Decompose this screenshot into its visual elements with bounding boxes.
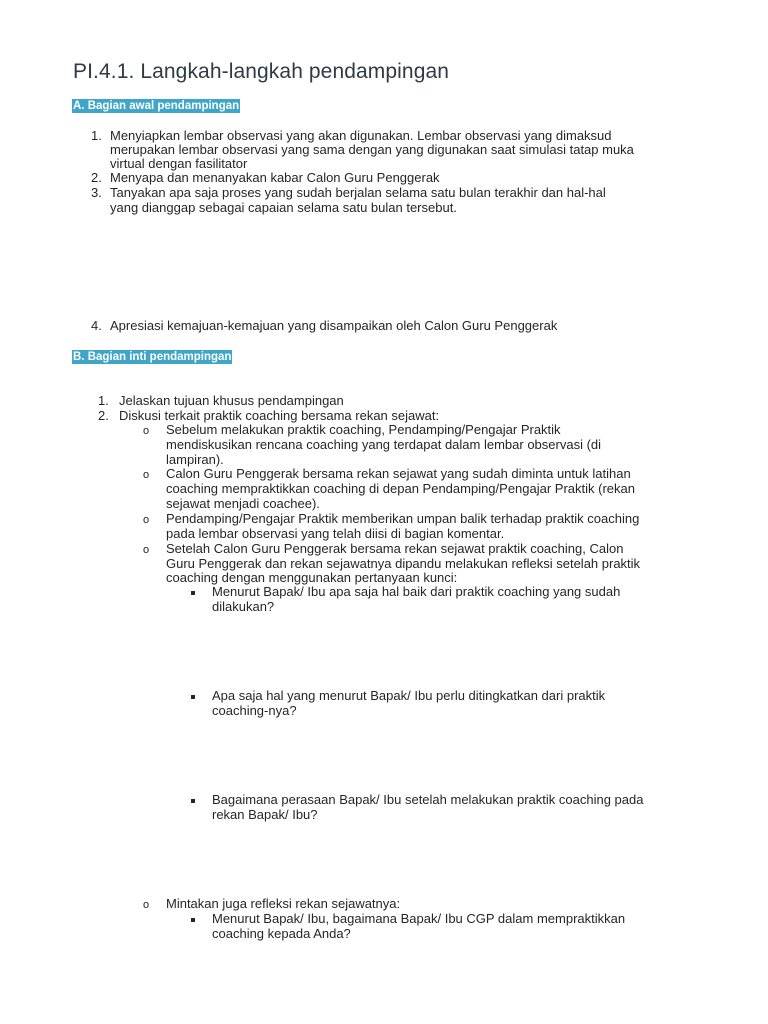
list-number: 2. [91,170,102,185]
list-number: 1. [98,393,109,408]
list-number: 2. [98,408,109,423]
list-item-text: merupakan lembar observasi yang sama dengan yang digunakan saat simulasi tatap muka [110,142,634,157]
list-number: 4. [91,318,102,333]
sub-list-item-text: Mintakan juga refleksi rekan sejawatnya: [166,896,401,911]
question-text: Menurut Bapak/ Ibu, bagaimana Bapak/ Ibu CGP dalam mempraktikkan [212,911,626,926]
sub-list-item-text: mendiskusikan rencana coaching yang terdapat dalam lembar observasi (di [166,437,602,452]
sub-list-item-text: coaching mempraktikkan coaching di depan Pendamping/Pengajar Praktik (rekan [166,481,635,496]
list-item-text: Menyiapkan lembar observasi yang akan digunakan. Lembar observasi yang dimaksud [110,128,612,143]
circle-bullet-icon: o [143,425,150,437]
sub-list-item-text: Sebelum melakukan praktik coaching, Pendamping/Pengajar Praktik [166,422,561,437]
list-item-text: Menyapa dan menanyakan kabar Calon Guru Penggerak [110,170,440,185]
question-text: dilakukan? [212,599,275,614]
question-text: coaching-nya? [212,703,297,718]
section-b-heading: B. Bagian inti pendampingan [73,351,232,363]
square-bullet-icon [191,918,195,922]
sub-list-item-text: lampiran). [166,452,224,467]
sub-list-item-text: Setelah Calon Guru Penggerak bersama rekan sejawat praktik coaching, Calon [166,541,624,556]
circle-bullet-icon: o [143,514,150,526]
question-text: Apa saja hal yang menurut Bapak/ Ibu perlu ditingkatkan dari praktik [212,688,606,703]
question-text: rekan Bapak/ Ibu? [212,807,318,822]
square-bullet-icon [191,591,195,595]
page-title: PI.4.1. Langkah-langkah pendampingan [73,60,450,83]
sub-list-item-text: Calon Guru Penggerak bersama rekan sejawat yang sudah diminta untuk latihan [166,466,631,481]
circle-bullet-icon: o [143,544,150,556]
list-number: 1. [91,128,102,143]
section-a-heading: A. Bagian awal pendampingan [73,100,240,112]
list-item-text: yang dianggap sebagai capaian selama satu bulan tersebut. [110,200,457,215]
question-text: Menurut Bapak/ Ibu apa saja hal baik dari praktik coaching yang sudah [212,584,621,599]
list-item-text: Tanyakan apa saja proses yang sudah berjalan selama satu bulan terakhir dan hal-hal [110,185,606,200]
sub-list-item-text: pada lembar observasi yang telah diisi di bagian komentar. [166,526,505,541]
sub-list-item-text: Pendamping/Pengajar Praktik memberikan umpan balik terhadap praktik coaching [166,511,640,526]
circle-bullet-icon: o [143,899,150,911]
list-item-text: virtual dengan fasilitator [110,156,248,171]
list-item-text: Jelaskan tujuan khusus pendampingan [119,393,344,408]
sub-list-item-text: sejawat menjadi coachee). [166,496,320,511]
question-text: coaching kepada Anda? [212,926,351,941]
question-text: Bagaimana perasaan Bapak/ Ibu setelah melakukan praktik coaching pada [212,792,644,807]
square-bullet-icon [191,695,195,699]
list-item-text: Diskusi terkait praktik coaching bersama rekan sejawat: [119,408,440,423]
circle-bullet-icon: o [143,469,150,481]
list-item-text: Apresiasi kemajuan-kemajuan yang disampaikan oleh Calon Guru Penggerak [110,318,558,333]
sub-list-item-text: Guru Penggerak dan rekan sejawatnya dipandu melakukan refleksi setelah praktik [166,556,641,571]
square-bullet-icon [191,799,195,803]
list-number: 3. [91,185,102,200]
sub-list-item-text: coaching dengan menggunakan pertanyaan kunci: [166,570,458,585]
